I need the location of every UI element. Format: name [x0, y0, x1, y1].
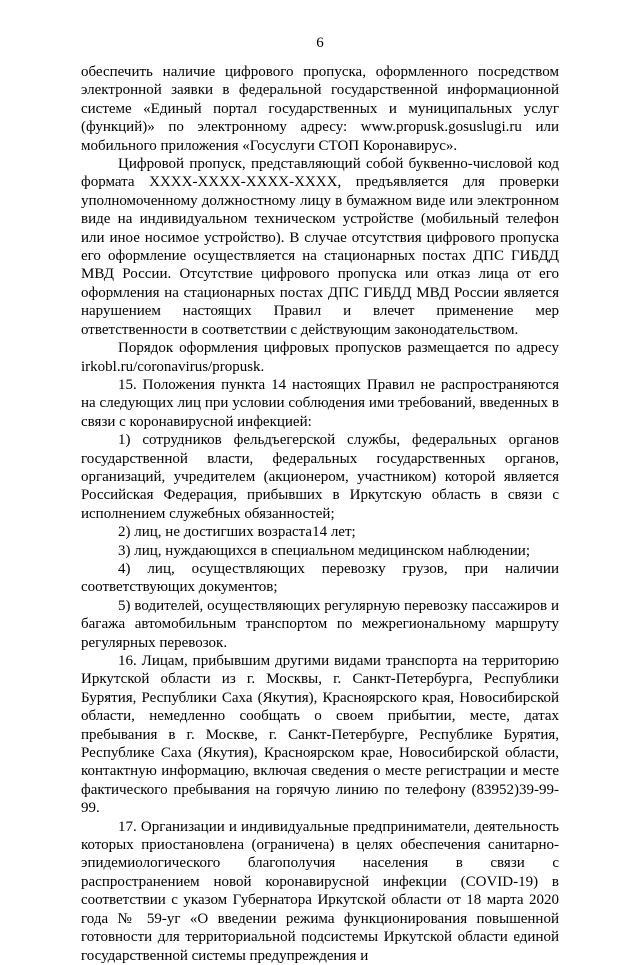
paragraph-10: 16. Лицам, прибывшим другими видами транспорта на территорию Иркутской области из г. Москвы, г. Санкт-Петербурга, Республики Бурятия, Республики Саха (Якутия), Красноярского края, Новосибирской области, немедленно сообщать о своем прибытии, месте, датах пребывания в г. Москве, г. Санкт-Петербурге, Республике Бурятия, Республике Саха (Якутия), Красноярском крае, Новосибирской области, контактную информацию, включая сведения о месте регистрации и месте фактического пребывания на горячую линию по телефону (83952)39-99-99.: [81, 653, 559, 817]
paragraph-1: обеспечить наличие цифрового пропуска, оформленного посредством электронной заявки в федеральной государственной информационной системе «Единый портал государственных и муниципальных услуг (функций)» по электронному адресу: www.propusk.gosuslugi.ru или мобильного приложения «Госуслуги СТОП Коронавирус».: [81, 64, 559, 154]
paragraph-9: 5) водителей, осуществляющих регулярную перевозку пассажиров и багажа автомобильным транспортом по межрегиональному маршруту регулярных перевозок.: [81, 597, 559, 651]
paragraph-4: 15. Положения пункта 14 настоящих Правил не распространяются на следующих лиц при условии соблюдения ими требований, введенных в связи с коронавирусной инфекцией:: [81, 376, 559, 430]
paragraph-6: 2) лиц, не достигших возраста14 лет;: [118, 524, 356, 541]
paragraph-3: Порядок оформления цифровых пропусков размещается по адресу irkobl.ru/coronavirus/propusk.: [81, 340, 559, 375]
page-number: 6: [316, 35, 324, 51]
paragraph-11: 17. Организации и индивидуальные предприниматели, деятельность которых приостановлена (ограничена) в целях обеспечения санитарно-эпидемиологического благополучия населения в связи с распространением новой коронавирусной инфекции (COVID-19) в соответствии с указом Губернатора Иркутской области от 18 марта 2020 года № 59-уг «О введении режима функционирования повышенной готовности для территориальной подсистемы Иркутской области единой государственной системы предупреждения и: [81, 818, 559, 964]
paragraph-8: 4) лиц, осуществляющих перевозку грузов, при наличии соответствующих документов;: [81, 560, 559, 596]
document-body: [81, 63, 559, 965]
paragraph-2: Цифровой пропуск, представляющий собой буквенно-числовой код формата XXXX-XXXX-XXXX-XXXX, предъявляется для проверки уполномоченному должностному лицу в бумажном виде или электронном виде на индивидуальном техническом устройстве (мобильный телефон или иное носимое устройство). В случае отсутствия цифрового пропуска его оформление осуществляется на стационарных постах ДПС ГИБДД МВД России. Отсутствие цифрового пропуска или отказ лица от его оформления на стационарных постах ДПС ГИБДД МВД России является нарушением настоящих Правил и влечет применение мер ответственности в соответствии с действующим законодательством.: [81, 156, 559, 338]
paragraph-7: 3) лиц, нуждающихся в специальном медицинском наблюдении;: [118, 542, 531, 559]
paragraph-5: 1) сотрудников фельдъегерской службы, федеральных органов государственной власти, федеральных государственных органов, организаций, учредителем (акционером, участником) которой является Российская Федерация, прибывших в Иркутскую область в связи с исполнением служебных обязанностей;: [81, 432, 559, 522]
